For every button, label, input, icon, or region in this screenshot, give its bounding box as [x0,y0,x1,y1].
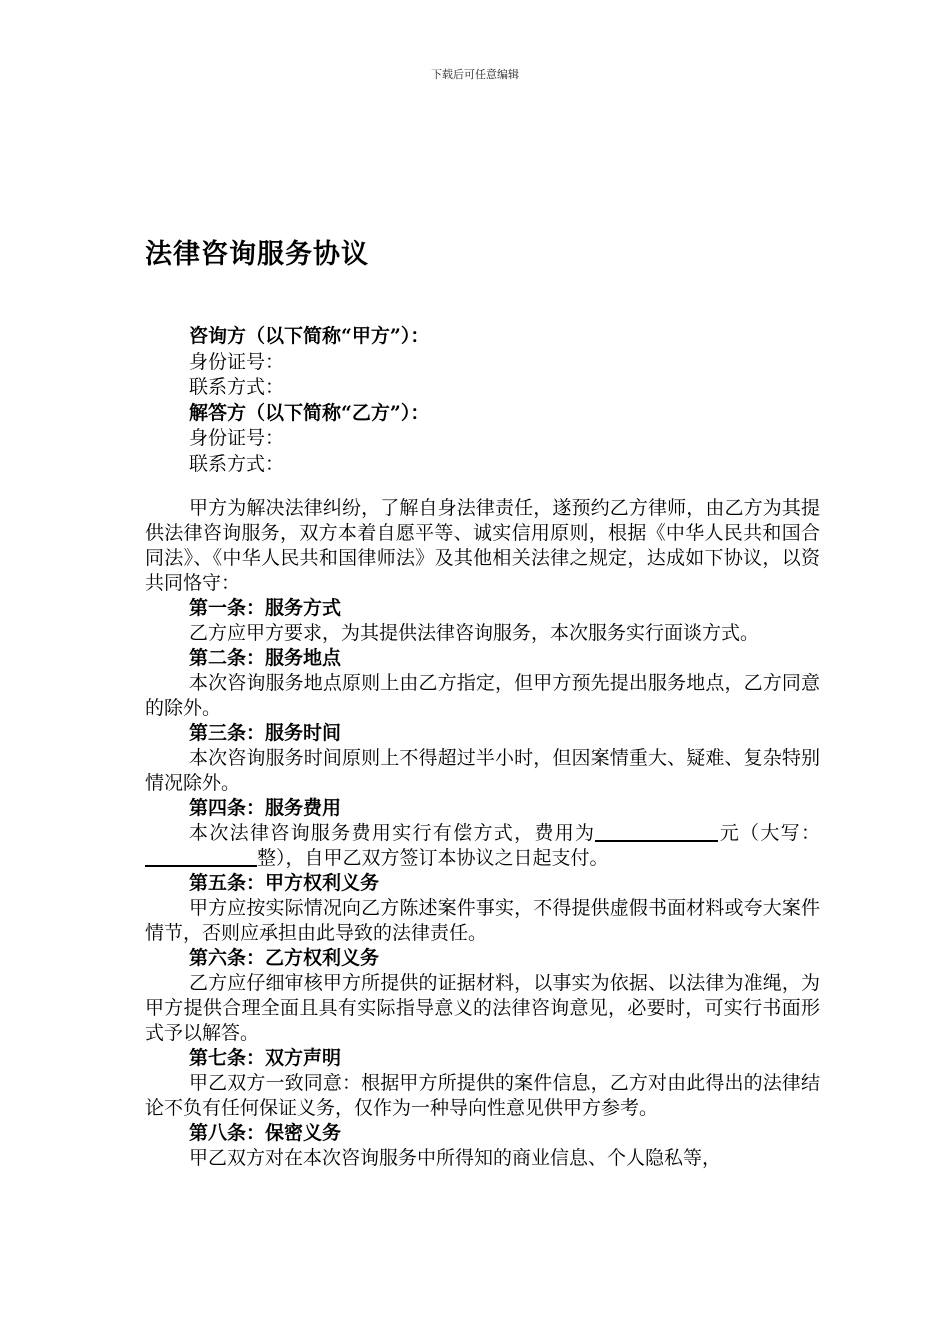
party-a-label: 咨询方（以下简称“甲方”）： [189,325,430,347]
fee-text-3: 整），自甲乙双方签订本协议之日起支付。 [257,847,609,869]
party-b-contact-label: 联系方式： [189,452,285,475]
party-b-label: 解答方（以下简称“乙方”）： [189,401,430,424]
parties-block [189,324,429,477]
document-title: 法律咨询服务协议 [145,239,369,270]
fee-text-1: 本次法律咨询服务费用实行有偿方式，费用为 [189,822,596,844]
agreement-body [145,496,820,1171]
article-1-heading: 第一条：服务方式 [189,597,342,619]
article-7-heading: 第七条：双方声明 [189,1047,342,1069]
article-1-text: 乙方应甲方要求，为其提供法律咨询服务，本次服务实行面谈方式。 [189,622,760,644]
article-4-heading: 第四条：服务费用 [189,797,342,819]
fee-amount-blank[interactable] [595,821,718,842]
fee-amount-uppercase-blank[interactable] [145,846,257,867]
article-8-text: 甲乙双方对在本次咨询服务中所得知的商业信息、个人隐私等， [189,1147,722,1169]
article-3-heading: 第三条：服务时间 [189,722,342,744]
article-5-text: 甲方应按实际情况向乙方陈述案件事实，不得提供虚假书面材料或夸大案件情节，否则应承担由此导致的法律责任。 [145,897,820,944]
article-6-heading: 第六条：乙方权利义务 [189,947,380,969]
article-5-heading: 第五条：甲方权利义务 [189,872,380,894]
party-b-id-label: 身份证号： [189,427,285,449]
preamble: 甲方为解决法律纠纷，了解自身法律责任，遂预约乙方律师，由乙方为其提供法律咨询服务，双方本着自愿平等、诚实信用原则，根据《中华人民共和国合同法》、《中华人民共和国律师法》及其他相关法律之规定，达成如下协议，以资共同恪守： [145,497,820,594]
article-2-heading: 第二条：服务地点 [189,647,342,669]
party-a-contact-label: 联系方式： [189,376,285,398]
article-2-text: 本次咨询服务地点原则上由乙方指定，但甲方预先提出服务地点，乙方同意的除外。 [145,672,820,719]
page-header: 下载后可任意编辑 [431,68,519,81]
article-3-text: 本次咨询服务时间原则上不得超过半小时，但因案情重大、疑难、复杂特别情况除外。 [145,747,820,794]
article-7-text: 甲乙双方一致同意：根据甲方所提供的案件信息，乙方对由此得出的法律结论不负有任何保证义务，仅作为一种导向性意见供甲方参考。 [145,1072,820,1119]
article-8-heading: 第八条：保密义务 [189,1122,342,1144]
fee-text-2: 元（大写： [718,822,820,844]
article-4-text [145,821,820,871]
article-6-text: 乙方应仔细审核甲方所提供的证据材料，以事实为依据、以法律为准绳，为甲方提供合理全面且具有实际指导意义的法律咨询意见，必要时，可实行书面形式予以解答。 [145,972,820,1044]
party-a-id-label: 身份证号： [189,350,285,373]
